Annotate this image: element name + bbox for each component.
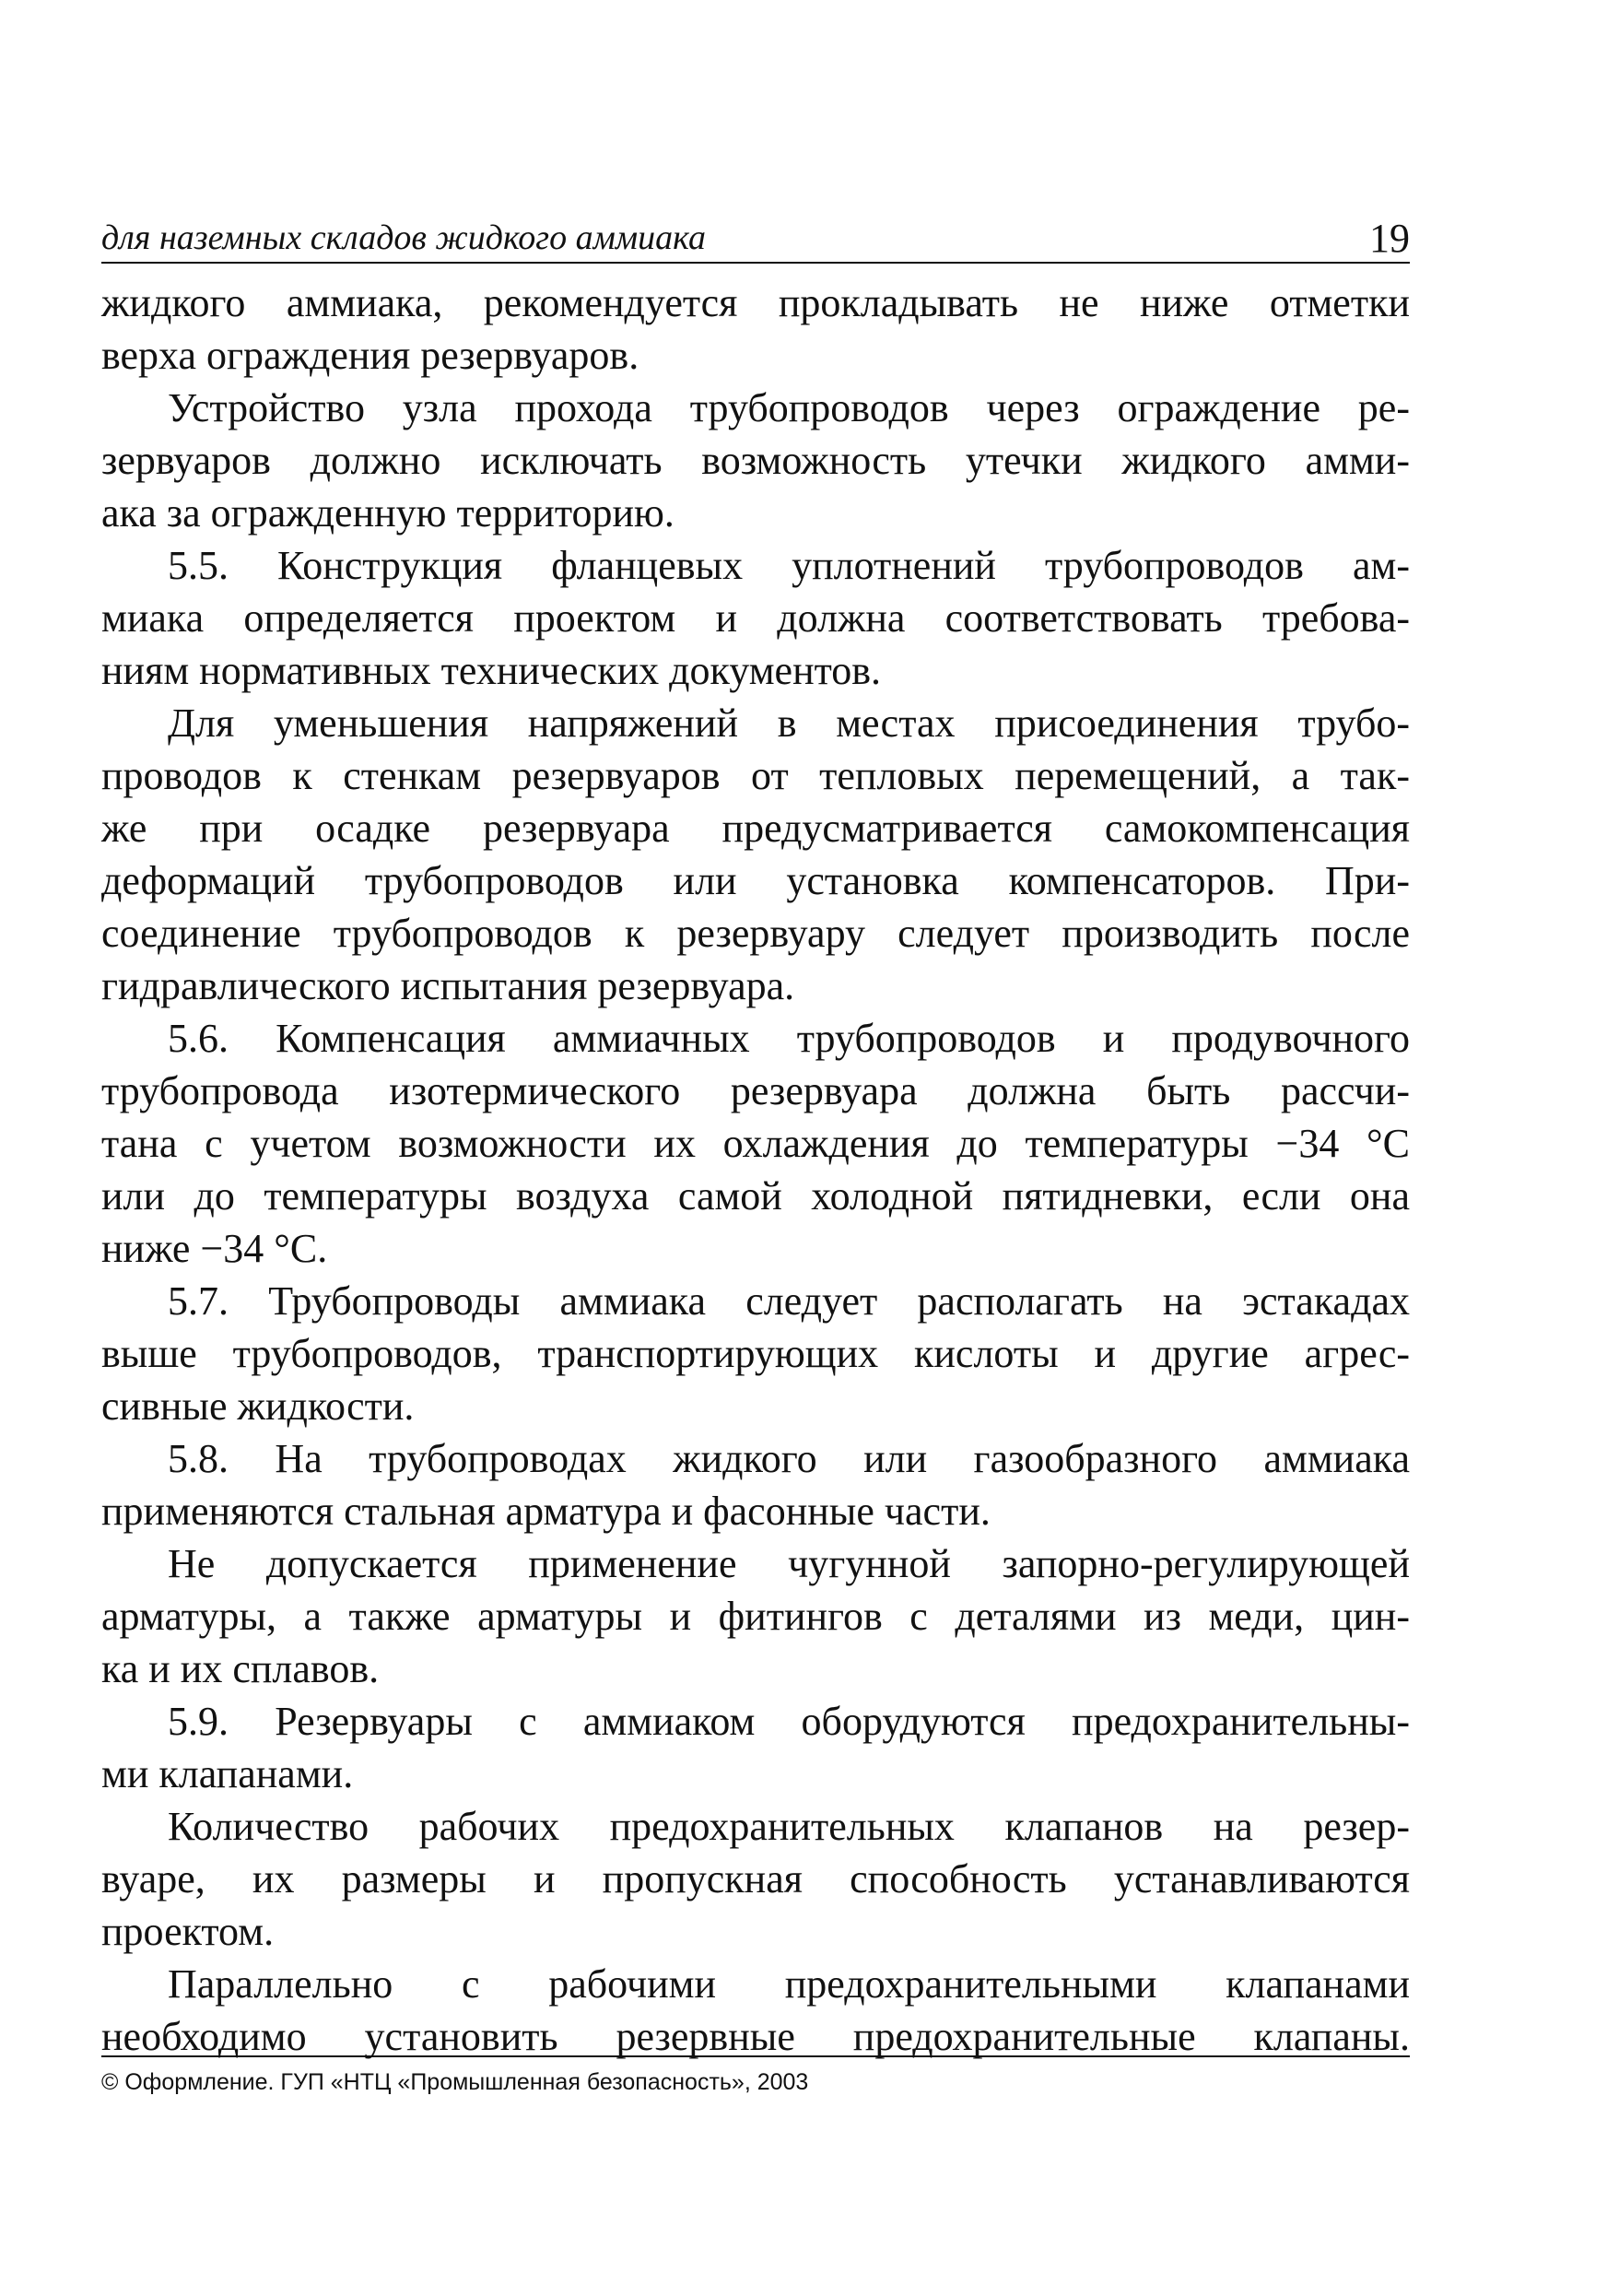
text-line: гидравлического испытания резервуара. [101,963,795,1008]
text-line: вуаре, их размеры и пропускная способность устанавливаются [101,1856,1410,1902]
text-line: проводов к стенкам резервуаров от тепловых перемещений, а так- [101,753,1410,798]
paragraph [101,539,1410,697]
paragraph [101,1012,1410,1275]
text-line: 5.7. Трубопроводы аммиака следует располагать на эстакадах [168,1278,1410,1324]
text-line: применяются стальная арматура и фасонные части. [101,1489,991,1534]
text-line: или до температуры воздуха самой холодной пятидневки, если она [101,1173,1410,1219]
text-line: ниже −34 °С. [101,1226,328,1271]
text-line: Для уменьшения напряжений в местах присоединения трубо- [168,701,1410,746]
paragraph [101,1800,1410,1958]
paragraph [101,697,1410,1012]
text-line: соединение трубопроводов к резервуару следует производить после [101,911,1410,956]
text-line: проектом. [101,1909,275,1954]
text-line: выше трубопроводов, транспортирующих кислоты и другие агрес- [101,1331,1410,1376]
copyright-notice: © Оформление. ГУП «НТЦ «Промышленная безопасность», 2003 [101,2069,809,2095]
paragraph [101,1958,1410,2063]
text-line: же при осадке резервуара предусматривается самокомпенсация [101,806,1410,851]
text-line: тана с учетом возможности их охлаждения до температуры −34 °С [101,1121,1410,1166]
paragraph [101,277,1410,382]
text-line: Не допускается применение чугунной запорно-регулирующей [168,1541,1410,1586]
text-line: миака определяется проектом и должна соответствовать требова- [101,595,1410,641]
text-line: ниям нормативных технических документов. [101,648,882,693]
paragraph [101,382,1410,539]
body-text [101,277,1410,2063]
text-line: 5.8. На трубопроводах жидкого или газообразного аммиака [168,1436,1410,1481]
text-line: ака за огражденную территорию. [101,490,674,536]
text-line: арматуры, а также арматуры и фитингов с деталями из меди, цин- [101,1594,1410,1639]
running-head: для наземных складов жидкого аммиака [101,218,706,257]
text-line: 5.9. Резервуары с аммиаком оборудуются предохранительны- [168,1699,1410,1744]
paragraph [101,1432,1410,1537]
text-line: 5.6. Компенсация аммиачных трубопроводов и продувочного [168,1016,1410,1061]
text-line: Количество рабочих предохранительных клапанов на резер- [168,1804,1410,1849]
text-line: зервуаров должно исключать возможность утечки жидкого амми- [101,438,1410,483]
page-number: 19 [1369,216,1410,261]
text-line: сивные жидкости. [101,1383,415,1429]
paragraph [101,1695,1410,1800]
page-footer [101,2055,1410,2096]
paragraph [101,1537,1410,1695]
text-line: жидкого аммиака, рекомендуется прокладывать не ниже отметки [101,280,1410,325]
text-line: ми клапанами. [101,1751,354,1796]
text-line: верха ограждения резервуаров. [101,333,639,378]
page-header [101,214,1410,264]
text-line: трубопровода изотермического резервуара должна быть рассчи- [101,1068,1410,1113]
text-line: деформаций трубопроводов или установка компенсаторов. При- [101,858,1410,903]
text-line: 5.5. Конструкция фланцевых уплотнений трубопроводов ам- [168,543,1410,588]
text-line: ка и их сплавов. [101,1646,380,1691]
paragraph [101,1275,1410,1432]
text-line: Параллельно с рабочими предохранительными клапанами [168,1961,1410,2007]
text-line: необходимо установить резервные предохранительные клапаны. [101,2014,1410,2059]
text-line: Устройство узла прохода трубопроводов через ограждение ре- [168,385,1410,430]
